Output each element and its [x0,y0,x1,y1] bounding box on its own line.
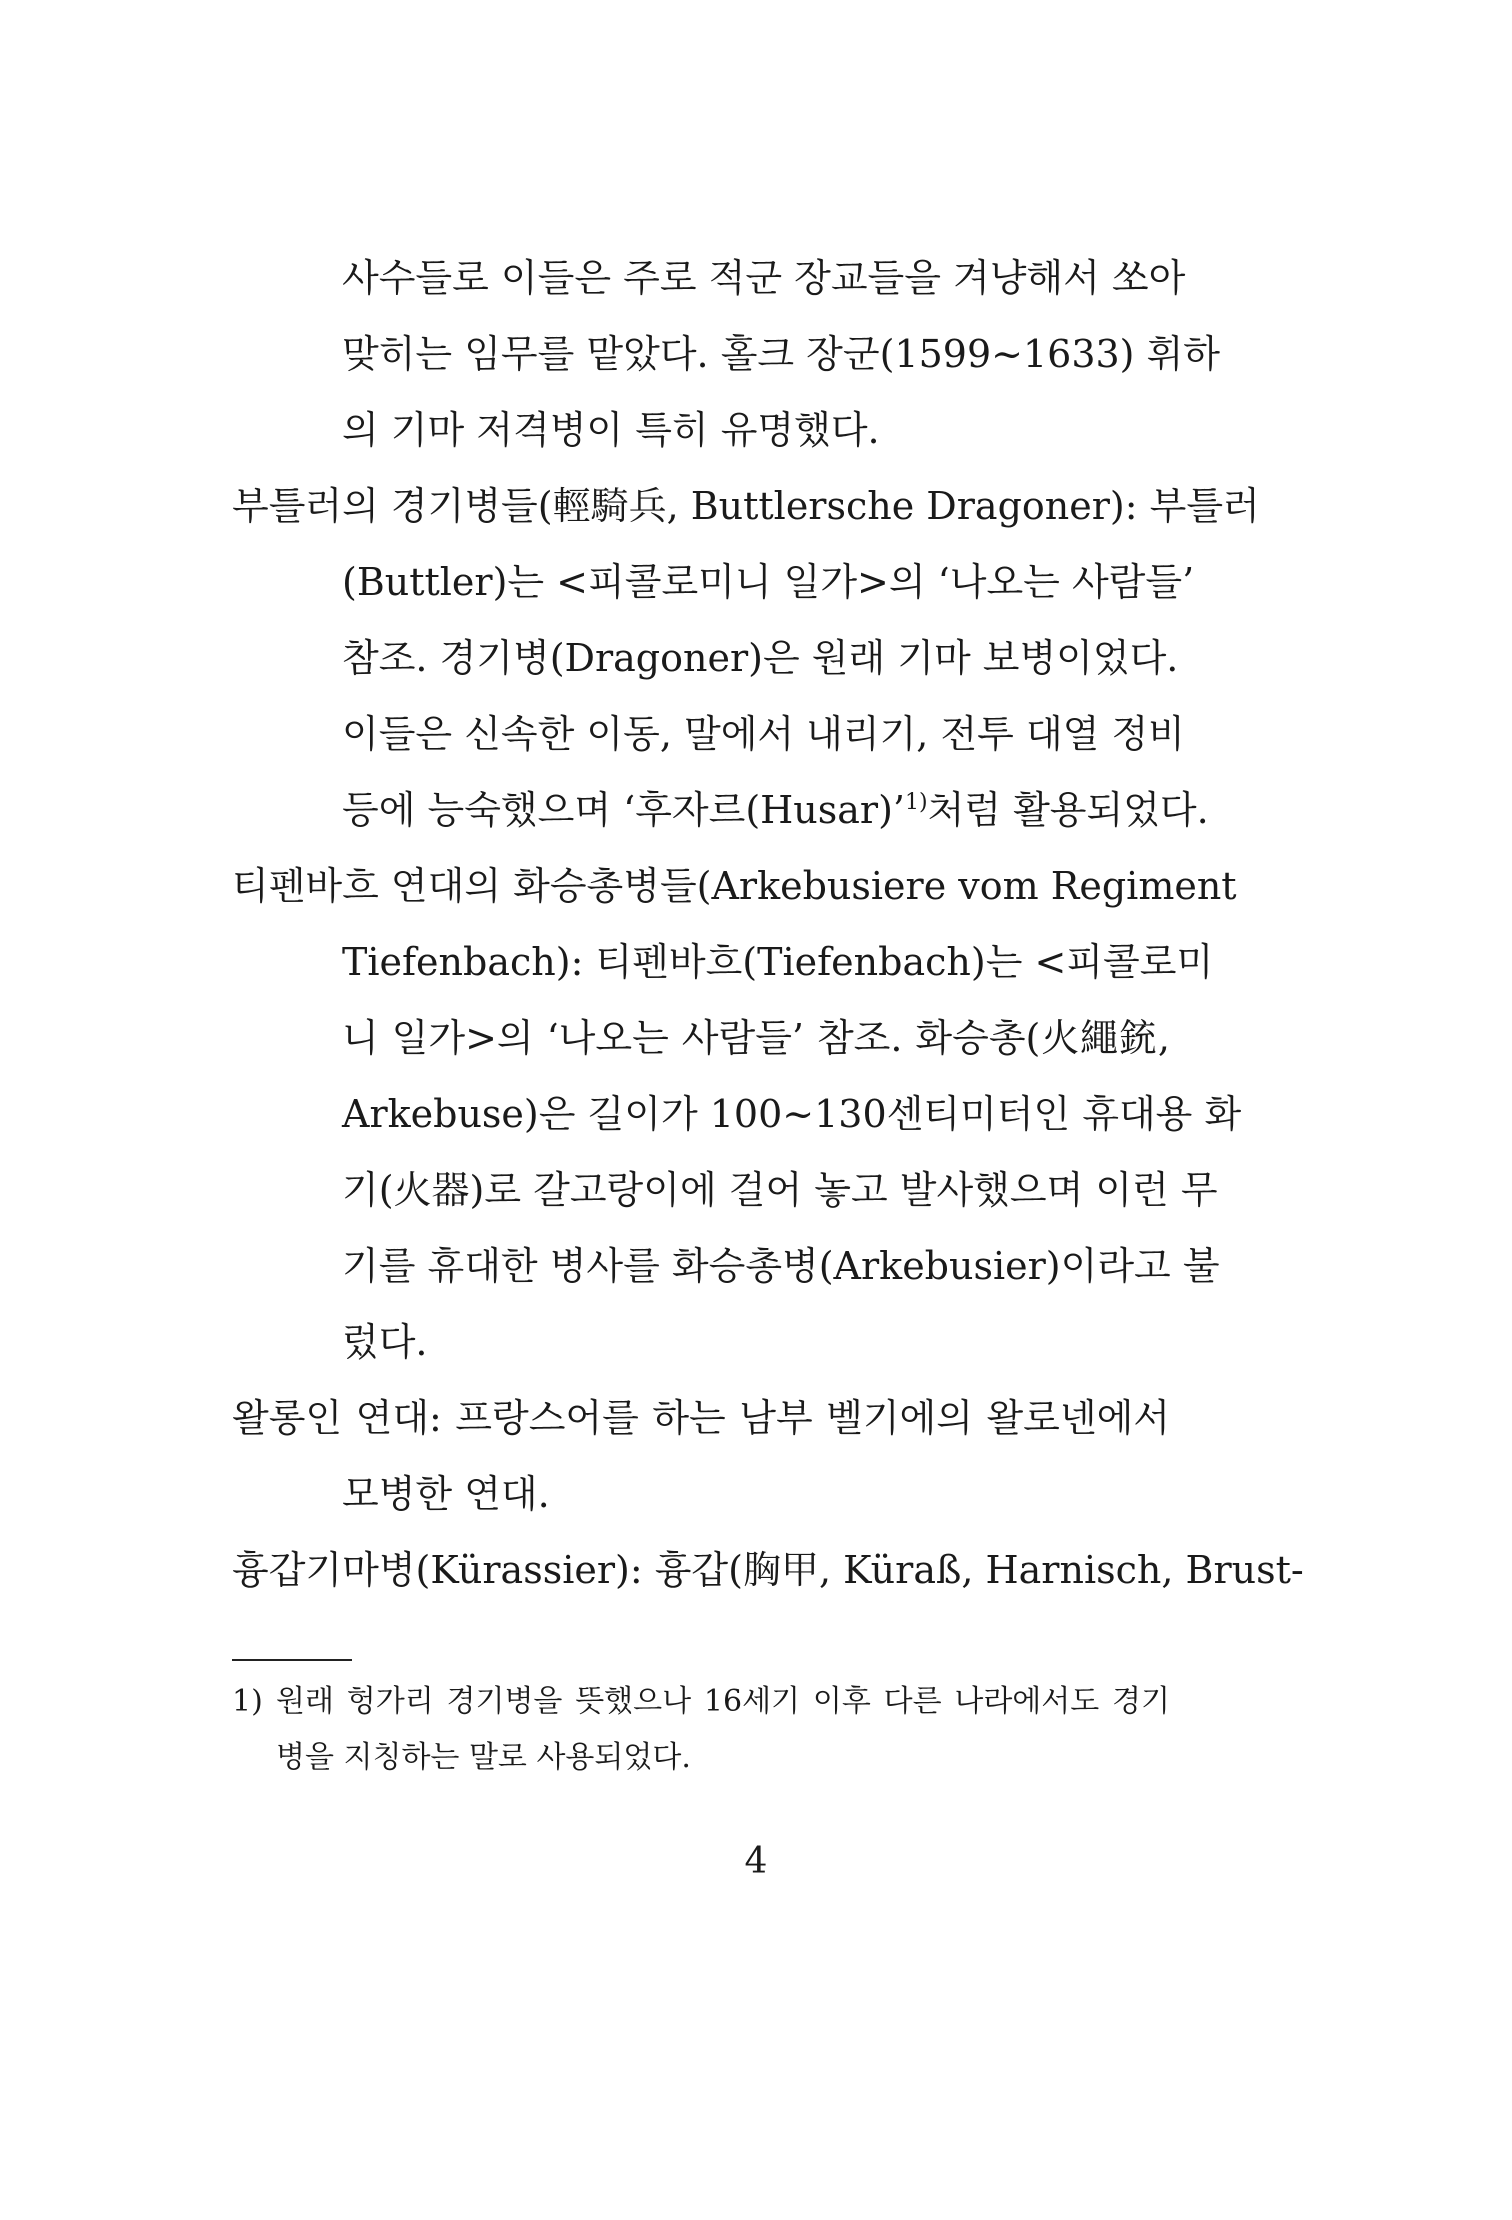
text-line: Arkebuse)은 길이가 100~130센티미터인 휴대용 화 [342,1092,1242,1136]
text-line: (Buttler)는 <피콜로미니 일가>의 ‘나오는 사람들’ [342,560,1195,604]
text-line: 렀다. [342,1320,428,1364]
text-line: 모병한 연대. [342,1472,550,1516]
footnote-marker: 1) [232,1684,263,1719]
text-line: 의 기마 저격병이 특히 유명했다. [342,408,880,452]
text-segment: 등에 능숙했으며 ‘후자르(Husar)’ [342,788,905,832]
text-line: Tiefenbach): 티펜바흐(Tiefenbach)는 <피콜로미 [342,940,1214,984]
text-line: 사수들로 이들은 주로 적군 장교들을 겨냥해서 쏘아 [342,256,1186,300]
footnote-divider [232,1659,352,1661]
text-segment: 처럼 활용되었다. [927,788,1209,832]
text-line: 이들은 신속한 이동, 말에서 내리기, 전투 대열 정비 [342,712,1185,756]
footnote-text-line: 원래 헝가리 경기병을 뜻했으나 16세기 이후 다른 나라에서도 경기 [276,1684,1170,1719]
entry-heading-line: 티펜바흐 연대의 화승총병들(Arkebusiere vom Regiment [232,864,1237,908]
text-line: 기(火器)로 갈고랑이에 걸어 놓고 발사했으며 이런 무 [342,1168,1218,1212]
text-line: 기를 휴대한 병사를 화승총병(Arkebusier)이라고 불 [342,1244,1220,1288]
text-line: 니 일가>의 ‘나오는 사람들’ 참조. 화승총(火繩銃, [342,1016,1170,1060]
page-number: 4 [744,1841,768,1882]
text-line: 맞히는 임무를 맡았다. 홀크 장군(1599~1633) 휘하 [342,332,1221,376]
text-line: 참조. 경기병(Dragoner)은 원래 기마 보병이었다. [342,636,1179,680]
entry-heading-line: 흉갑기마병(Kürassier): 흉갑(胸甲, Küraß, Harnisch, Brust- [232,1548,1304,1592]
text-line-with-footnote [342,786,1209,834]
entry-heading-line: 부틀러의 경기병들(輕騎兵, Buttlersche Dragoner): 부틀러 [232,484,1260,528]
footnote-text-line: 병을 지칭하는 말로 사용되었다. [276,1740,691,1775]
footnote-reference: 1) [904,790,928,815]
entry-heading-line: 왈롱인 연대: 프랑스어를 하는 남부 벨기에의 왈로넨에서 [232,1396,1170,1440]
